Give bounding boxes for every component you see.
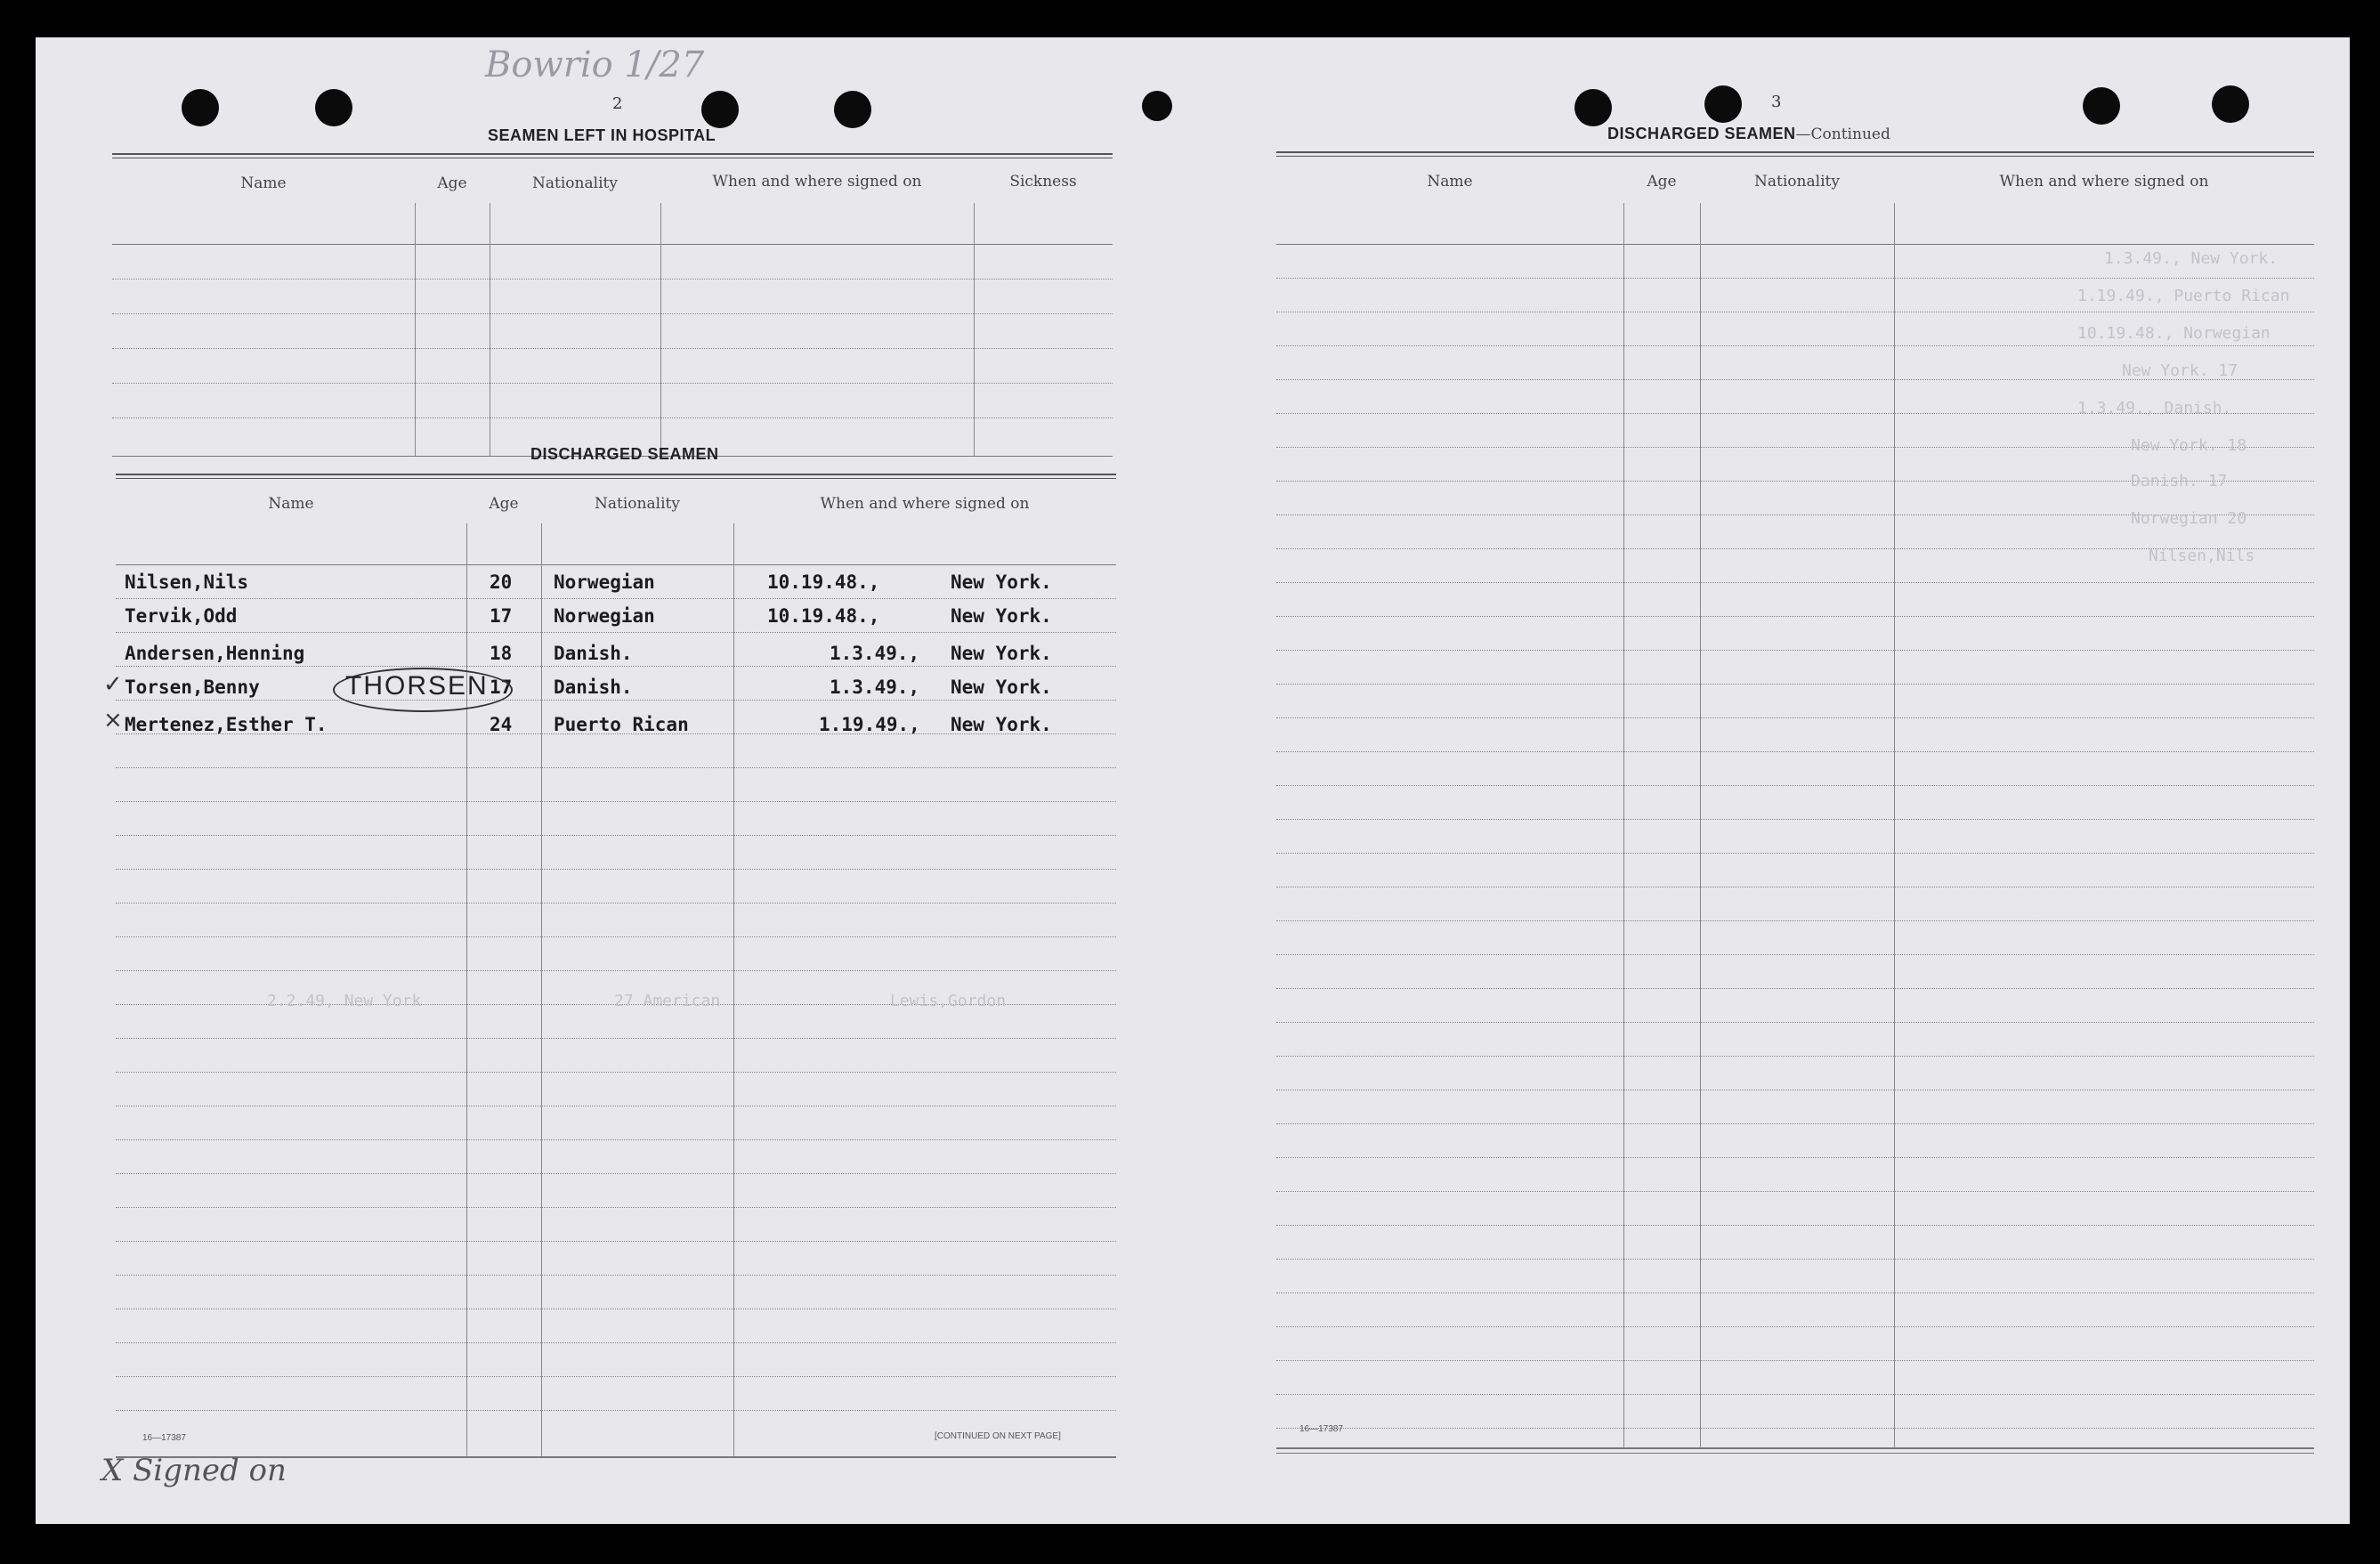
row-signed-place: New York. — [951, 605, 1052, 627]
ruling-line — [1276, 616, 2314, 617]
row-signed-date: 1.3.49., — [830, 643, 920, 664]
ruling-line — [1276, 684, 2314, 685]
ruling-line — [1276, 278, 2314, 279]
hospital-section-title: SEAMEN LEFT IN HOSPITAL — [488, 126, 716, 144]
bleed-through-text: 10.19.48., Norwegian — [2077, 324, 2271, 343]
row-nationality: Norwegian — [554, 571, 655, 593]
row-signed-place: New York. — [951, 643, 1052, 664]
row-name: Andersen,Henning — [125, 643, 305, 664]
ruling-line — [1276, 819, 2314, 820]
punch-hole — [182, 89, 219, 126]
punch-hole — [1704, 85, 1742, 123]
ruling-line — [1276, 1191, 2314, 1192]
handwritten-top-note: Bowrio 1/27 — [485, 45, 705, 85]
right-section-title — [1607, 125, 1890, 143]
bleed-through-text: 27 American — [614, 992, 721, 1010]
row-nationality: Puerto Rican — [554, 714, 689, 735]
discharged-header-nationality: Nationality — [595, 495, 680, 513]
row-signed-date: 10.19.48., — [767, 571, 880, 593]
ruling-line — [1276, 988, 2314, 989]
bleed-through-text: Nilsen,Nils — [2149, 547, 2255, 565]
bleed-through-text: Lewis,Gordon — [890, 992, 1007, 1010]
ruling-line — [1276, 1056, 2314, 1057]
row-age: 17 — [490, 677, 513, 698]
handwritten-bottom-note: X Signed on — [101, 1453, 287, 1488]
row-signed-date: 1.3.49., — [830, 677, 920, 698]
ruling-line — [1276, 1394, 2314, 1395]
right-page-number: 3 — [1771, 93, 1782, 111]
ruling-line — [1276, 1225, 2314, 1226]
punch-hole — [2212, 85, 2249, 123]
document-sheet — [36, 37, 2350, 1524]
row-name: Torsen,Benny — [125, 677, 260, 698]
row-age: 18 — [490, 643, 513, 664]
row-nationality: Norwegian — [554, 605, 655, 627]
right-header-nationality: Nationality — [1754, 173, 1840, 190]
x-mark: × — [103, 707, 123, 733]
ruling-line — [1276, 853, 2314, 854]
check-mark: ✓ — [103, 671, 123, 698]
ruling-line — [1276, 1123, 2314, 1124]
row-nationality: Danish. — [554, 677, 633, 698]
bleed-through-text: 1.3.49., New York. — [2104, 249, 2279, 268]
hospital-header-signed-on: When and where signed on — [712, 173, 922, 190]
bleed-through-text: Danish. 17 — [2131, 472, 2228, 490]
row-name: Tervik,Odd — [125, 605, 238, 627]
right-title-main: DISCHARGED SEAMEN — [1607, 125, 1796, 142]
ruling-line — [1276, 717, 2314, 718]
ruling-line — [1276, 785, 2314, 786]
discharged-header-name: Name — [268, 495, 314, 513]
bleed-through-text: 1.19.49., Puerto Rican — [2077, 287, 2290, 305]
row-signed-date: 10.19.48., — [767, 605, 880, 627]
hospital-header-nationality: Nationality — [532, 174, 618, 192]
ruling-line — [1276, 1022, 2314, 1023]
row-age: 20 — [490, 571, 513, 593]
hospital-header-age: Age — [437, 174, 467, 192]
ruling-line — [1276, 954, 2314, 955]
right-title-continued: —Continued — [1795, 126, 1890, 143]
row-signed-place: New York. — [951, 714, 1052, 735]
ruling-line — [1276, 1428, 2314, 1429]
row-name: Nilsen,Nils — [125, 571, 249, 593]
right-header-age: Age — [1647, 173, 1677, 190]
correction-note: THORSEN — [345, 671, 489, 701]
ruling-line — [1276, 650, 2314, 651]
row-signed-place: New York. — [951, 677, 1052, 698]
punch-hole — [2083, 87, 2120, 125]
bleed-through-text: 2.2.49, New York — [267, 992, 422, 1010]
row-age: 24 — [490, 714, 513, 735]
ruling-line — [1276, 920, 2314, 921]
left-form-number: 16—17387 — [142, 1433, 186, 1443]
ruling-line — [1276, 1157, 2314, 1158]
right-header-signed-on: When and where signed on — [1999, 173, 2209, 190]
left-page-number: 2 — [612, 94, 623, 113]
bleed-through-text: New York. 18 — [2131, 436, 2247, 455]
ruling-line — [1276, 751, 2314, 752]
punch-hole — [315, 89, 352, 126]
discharged-header-signed-on: When and where signed on — [820, 495, 1030, 513]
punch-hole — [701, 91, 739, 128]
ruling-line — [1276, 345, 2314, 346]
ruling-line — [1276, 1259, 2314, 1260]
continued-note: [CONTINUED ON NEXT PAGE] — [935, 1431, 1061, 1441]
row-signed-place: New York. — [951, 571, 1052, 593]
row-age: 17 — [490, 605, 513, 627]
row-nationality: Danish. — [554, 643, 633, 664]
punch-hole — [834, 91, 871, 128]
discharged-section-title: DISCHARGED SEAMEN — [530, 445, 719, 463]
punch-hole — [1142, 91, 1172, 121]
hospital-header-sickness: Sickness — [1009, 173, 1077, 190]
bleed-through-text: Norwegian 20 — [2131, 509, 2247, 528]
ruling-line — [1276, 582, 2314, 583]
row-name: Mertenez,Esther T. — [125, 714, 328, 735]
ruling-line — [1276, 1360, 2314, 1361]
row-signed-date: 1.19.49., — [819, 714, 920, 735]
bleed-through-text: New York. 17 — [2122, 361, 2238, 380]
discharged-header-age: Age — [489, 495, 519, 513]
bleed-through-text: 1.3.49., Danish. — [2077, 399, 2232, 417]
right-header-name: Name — [1427, 173, 1473, 190]
ruling-line — [1276, 1326, 2314, 1327]
right-form-number: 16—17387 — [1299, 1424, 1343, 1434]
punch-hole — [1575, 89, 1612, 126]
hospital-header-name: Name — [240, 174, 287, 192]
